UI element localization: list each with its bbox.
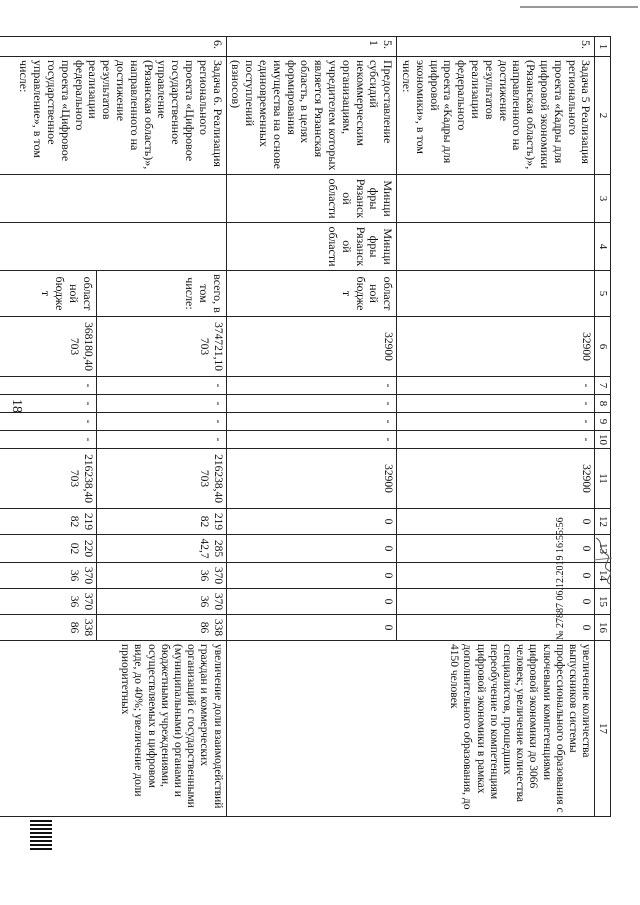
value-cell: - [0,377,96,395]
source-cell: областной бюджет [0,271,96,317]
executor-cell [0,175,226,223]
col-header: 10 [595,431,611,449]
total-cell: 374721,10703 [96,317,226,377]
value-cell: 28542,7 [96,535,226,563]
result-text: увеличение количества выпускников системы профессионального образования с ключевыми компетенциями цифровой экономики до 3066 человек; увеличение количества специалистов, прошедших переобучение по компетенциям цифровой экономики в рамках дополнительного образования, до 4150 человек [226,641,595,817]
col-header: 11 [595,449,611,509]
value-cell: - [96,431,226,449]
value-cell: 0 [226,509,397,535]
value-cell: - [0,395,96,413]
col-header: 15 [595,589,611,615]
scan-edge-line [520,6,638,8]
value-cell: 33886 [96,615,226,641]
executor-cell: Минцифры Рязанской области [226,175,397,223]
value-cell: 21982 [96,509,226,535]
signature-mark-icon [590,530,618,590]
col-header: 17 [595,641,611,817]
value-cell: 22002 [0,535,96,563]
row-number: 5. [397,37,595,57]
col-header: 7 [595,377,611,395]
executor-cell [397,175,595,223]
value-cell: 32900 [397,449,595,509]
task-text: Задача 6. Реализация регионального проекта «Цифровое государственное управление (Рязанская область)», направленного на достижение результатов реализации федерального проекта «Цифровое государственное управление», в том числе: [0,57,226,175]
value-cell: - [226,377,397,395]
coexecutor-cell: Минцифры Рязанской области [226,223,397,271]
total-cell: 32900 [397,317,595,377]
registration-stamp: № 27887 06.12.2019 16:55:56 [555,517,566,640]
col-header: 2 [595,57,611,175]
value-cell: - [96,395,226,413]
table-stage [17,36,611,816]
col-header: 6 [595,317,611,377]
barcode-icon [30,820,52,860]
value-cell: 0 [397,615,595,641]
value-cell: 37036 [0,563,96,589]
col-header: 4 [595,223,611,271]
value-cell: 0 [397,535,595,563]
header-row [595,37,611,817]
value-cell: - [96,413,226,431]
col-header: 13 [595,535,611,563]
coexecutor-cell [397,223,595,271]
value-cell: 0 [226,563,397,589]
value-cell: 0 [397,509,595,535]
value-cell: 37036 [96,589,226,615]
value-cell: - [226,431,397,449]
value-cell: - [397,413,595,431]
row-number: 6. [0,37,226,57]
total-cell: 368180,40703 [0,317,96,377]
value-cell: 33886 [0,615,96,641]
source-cell [397,271,595,317]
col-header: 9 [595,413,611,431]
result-text: увеличение доли взаимодействий граждан и коммерческих организаций с государственными (муниципальными) органами и бюджетными учреждениями, осуществляемых в цифровом виде, до 40%; увеличение доли приоритетных [0,641,226,817]
value-cell: 216238,40703 [0,449,96,509]
value-cell: 216238,40703 [96,449,226,509]
value-cell: 37036 [0,589,96,615]
table-row [96,37,226,817]
value-cell: - [226,413,397,431]
value-cell: 0 [397,589,595,615]
value-cell: 37036 [96,563,226,589]
total-cell: 32900 [226,317,397,377]
value-cell: - [0,431,96,449]
value-cell: - [226,395,397,413]
page-number: 18 [9,399,24,413]
value-cell: - [96,377,226,395]
program-table [0,36,611,817]
col-header: 8 [595,395,611,413]
coexecutor-cell [0,223,226,271]
source-cell: всего, в том числе: [96,271,226,317]
value-cell: - [397,377,595,395]
col-header: 3 [595,175,611,223]
value-cell: - [397,431,595,449]
task-text: Предоставление субсидий некоммерческим организациям, учредителем которых является Рязанская область, в целях формирования имущества на основе единовременных поступлений (взносов) [226,57,397,175]
value-cell: - [397,395,595,413]
rotated-table-wrapper [17,36,611,816]
task-text: Задача 5 Реализация регионального проекта «Кадры для цифровой экономики (Рязанская область)», направленного на достижение результатов реализации федерального проекта «Кадры для цифровой экономики», в том числе: [397,57,595,175]
value-cell: 0 [226,589,397,615]
value-cell: 21982 [0,509,96,535]
col-header: 5 [595,271,611,317]
source-cell: областной бюджет [226,271,397,317]
col-header: 14 [595,563,611,589]
value-cell: 0 [226,615,397,641]
col-header: 12 [595,509,611,535]
col-header: 16 [595,615,611,641]
value-cell: 0 [397,563,595,589]
col-header: 1 [595,37,611,57]
value-cell: 32900 [226,449,397,509]
value-cell: - [0,413,96,431]
value-cell: 0 [226,535,397,563]
row-number: 5.1 [226,37,397,57]
